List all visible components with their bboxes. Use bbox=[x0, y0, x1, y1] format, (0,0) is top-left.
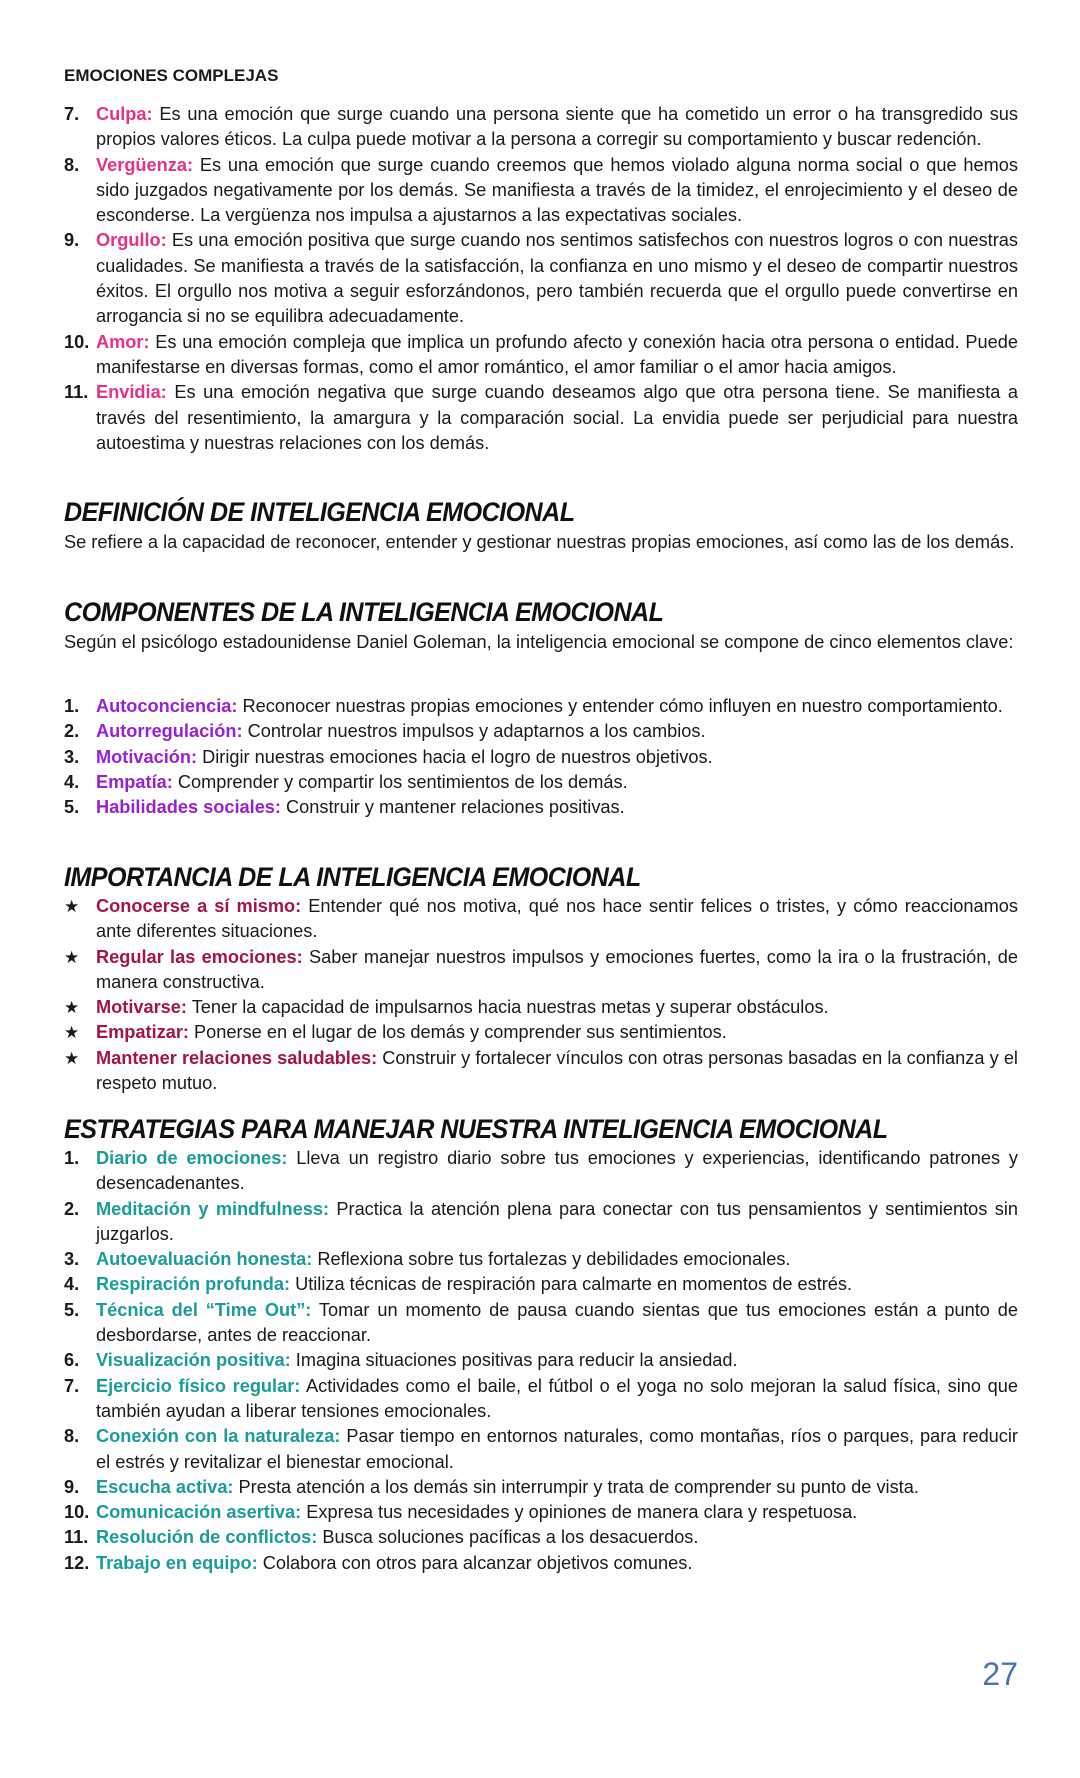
list-item bbox=[64, 1197, 1018, 1248]
item-term: Respiración profunda: bbox=[96, 1274, 291, 1295]
definition-heading: DEFINICIÓN DE INTELIGENCIA EMOCIONAL bbox=[64, 497, 575, 527]
item-term: Técnica del “Time Out”: bbox=[96, 1299, 312, 1320]
item-number: 5. bbox=[64, 1299, 80, 1320]
item-term: Conocerse a sí mismo: bbox=[96, 896, 302, 916]
importance-heading: IMPORTANCIA DE LA INTELIGENCIA EMOCIONAL bbox=[64, 862, 641, 892]
list-item bbox=[64, 330, 1018, 381]
item-number: 2. bbox=[64, 1198, 80, 1219]
item-description: Es una emoción compleja que implica un profundo afecto y conexión hacia otra persona o entidad. Puede manifestarse en diversas formas, como el amor romántico, el amor familiar o el amor hacia amigos. bbox=[96, 331, 1018, 377]
item-term: Autoevaluación honesta: bbox=[96, 1249, 313, 1270]
star-bullet-icon: ★ bbox=[64, 947, 80, 967]
item-term: Orgullo: bbox=[96, 230, 167, 251]
item-description: Es una emoción negativa que surge cuando deseamos algo que otra persona tiene. Se manifiesta a través del resentimiento, la amargura y la comparación social. La envidia puede ser perjudicial para nuestra autoestima y nuestras relaciones con los demás. bbox=[96, 382, 1018, 453]
item-description: Saber manejar nuestros impulsos y emociones fuertes, como la ira o la frustración, de manera constructiva. bbox=[96, 946, 1018, 992]
list-item bbox=[64, 894, 1018, 945]
list-item bbox=[64, 1298, 1018, 1349]
section-title-complex-emotions: EMOCIONES COMPLEJAS bbox=[64, 66, 279, 85]
item-number: 9. bbox=[64, 230, 80, 251]
components-heading: COMPONENTES DE LA INTELIGENCIA EMOCIONAL bbox=[64, 597, 664, 627]
item-description: Ponerse en el lugar de los demás y comprender sus sentimientos. bbox=[188, 1022, 727, 1043]
item-description: Dirigir nuestras emociones hacia el logro de nuestros objetivos. bbox=[197, 746, 713, 767]
list-item bbox=[64, 102, 1018, 153]
item-term: Empatía: bbox=[96, 771, 173, 792]
star-bullet-icon: ★ bbox=[64, 998, 80, 1018]
list-item bbox=[64, 1348, 1018, 1373]
item-term: Autoconciencia: bbox=[96, 696, 238, 716]
item-description: Practica la atención plena para conectar con tus pensamientos y sentimientos sin juzgarlos. bbox=[96, 1198, 1018, 1244]
item-description: Es una emoción positiva que surge cuando nos sentimos satisfechos con nuestros logros o con nuestras cualidades. Se manifiesta a través de la satisfacción, la confianza en uno mismo y el deseo de compartir nuestros éxitos. El orgullo nos motiva a seguir esforzándonos, pero también recuerda que el orgullo puede convertirse en arrogancia si no se equilibra adecuadamente. bbox=[96, 230, 1018, 327]
item-number: 12. bbox=[64, 1552, 90, 1573]
item-description: Lleva un registro diario sobre tus emociones y experiencias, identificando patrones y desencadenantes. bbox=[96, 1148, 1018, 1194]
list-item bbox=[64, 1247, 1018, 1272]
item-term: Escucha activa: bbox=[96, 1476, 234, 1497]
list-item bbox=[64, 945, 1018, 996]
star-bullet-icon: ★ bbox=[64, 1048, 80, 1068]
item-number: 7. bbox=[64, 1375, 80, 1396]
item-number: 4. bbox=[64, 771, 80, 792]
item-description: Comprender y compartir los sentimientos de los demás. bbox=[172, 771, 628, 792]
item-number: 10. bbox=[64, 331, 90, 352]
list-item bbox=[64, 1046, 1018, 1097]
item-description: Reflexiona sobre tus fortalezas y debilidades emocionales. bbox=[312, 1249, 791, 1270]
item-description: Busca soluciones pacíficas a los desacuerdos. bbox=[317, 1527, 699, 1548]
components-list bbox=[64, 694, 1018, 820]
item-term: Amor: bbox=[96, 331, 150, 352]
item-term: Empatizar: bbox=[96, 1022, 189, 1043]
strategies-heading: ESTRATEGIAS PARA MANEJAR NUESTRA INTELIGENCIA EMOCIONAL bbox=[64, 1114, 888, 1144]
list-item bbox=[64, 153, 1018, 229]
item-term: Motivarse: bbox=[96, 997, 187, 1018]
item-term: Conexión con la naturaleza: bbox=[96, 1426, 341, 1447]
item-description: Tomar un momento de pausa cuando sientas que tus emociones están a punto de desbordarse, antes de reaccionar. bbox=[96, 1299, 1018, 1346]
complex-emotions-list bbox=[64, 102, 1018, 456]
item-term: Diario de emociones: bbox=[96, 1148, 288, 1168]
item-number: 11. bbox=[64, 1527, 89, 1548]
item-description: Pasar tiempo en entornos naturales, como montañas, ríos o parques, para reducir el estrés y revitalizar el bienestar emocional. bbox=[96, 1426, 1018, 1472]
item-description: Es una emoción que surge cuando una persona siente que ha cometido un error o ha transgredido sus propios valores éticos. La culpa puede motivar a la persona a corregir su comportamiento y buscar redención. bbox=[96, 104, 1018, 150]
list-item bbox=[64, 1500, 1018, 1525]
item-description: Construir y fortalecer vínculos con otras personas basadas en la confianza y el respeto mutuo. bbox=[96, 1047, 1018, 1094]
strategies-list bbox=[64, 1146, 1018, 1576]
item-term: Meditación y mindfulness: bbox=[96, 1198, 330, 1219]
item-number: 8. bbox=[64, 1426, 80, 1447]
item-description: Controlar nuestros impulsos y adaptarnos a los cambios. bbox=[242, 721, 706, 742]
list-item bbox=[64, 1272, 1018, 1297]
item-term: Vergüenza: bbox=[96, 154, 194, 175]
item-number: 1. bbox=[64, 1148, 80, 1168]
item-term: Comunicación asertiva: bbox=[96, 1502, 302, 1523]
list-item bbox=[64, 228, 1018, 329]
item-description: Reconocer nuestras propias emociones y entender cómo influyen en nuestro comportamiento. bbox=[237, 696, 1003, 716]
importance-list bbox=[64, 894, 1018, 1096]
item-number: 10. bbox=[64, 1502, 90, 1523]
item-term: Resolución de conflictos: bbox=[96, 1527, 318, 1548]
item-description: Utiliza técnicas de respiración para calmarte en momentos de estrés. bbox=[290, 1274, 853, 1295]
item-number: 11. bbox=[64, 382, 89, 403]
list-item bbox=[64, 380, 1018, 456]
definition-text: Se refiere a la capacidad de reconocer, entender y gestionar nuestras propias emociones, así como las de los demás. bbox=[64, 532, 1015, 552]
list-item bbox=[64, 1551, 1018, 1576]
list-item bbox=[64, 745, 1018, 770]
list-item bbox=[64, 770, 1018, 795]
list-item bbox=[64, 1374, 1018, 1425]
list-item bbox=[64, 995, 1018, 1020]
item-term: Ejercicio físico regular: bbox=[96, 1375, 301, 1396]
item-description: Es una emoción que surge cuando creemos que hemos violado alguna norma social o que hemos sido juzgados negativamente por los demás. Se manifiesta a través de la timidez, el enrojecimiento y el deseo de esconderse. La vergüenza nos impulsa a ajustarnos a las expectativas sociales. bbox=[96, 154, 1018, 226]
list-item bbox=[64, 1020, 1018, 1045]
item-term: Trabajo en equipo: bbox=[96, 1552, 258, 1573]
item-description: Construir y mantener relaciones positivas. bbox=[280, 797, 625, 818]
star-bullet-icon: ★ bbox=[64, 897, 80, 916]
item-description: Colabora con otros para alcanzar objetivos comunes. bbox=[257, 1552, 693, 1573]
page-number: 27 bbox=[982, 1656, 1018, 1692]
item-term: Habilidades sociales: bbox=[96, 797, 281, 818]
item-term: Envidia: bbox=[96, 382, 167, 403]
item-description: Tener la capacidad de impulsarnos hacia nuestras metas y superar obstáculos. bbox=[186, 997, 829, 1018]
item-description: Actividades como el baile, el fútbol o el yoga no solo mejoran la salud física, sino que también ayudan a liberar tensiones emocionales. bbox=[96, 1375, 1018, 1421]
list-item bbox=[64, 1424, 1018, 1475]
item-description: Imagina situaciones positivas para reducir la ansiedad. bbox=[290, 1350, 738, 1371]
components-intro: Según el psicólogo estadounidense Daniel Goleman, la inteligencia emocional se compone de cinco elementos clave: bbox=[64, 632, 1014, 652]
item-description: Entender qué nos motiva, qué nos hace sentir felices o tristes, y cómo reaccionamos ante diferentes situaciones. bbox=[96, 896, 1018, 942]
item-term: Autorregulación: bbox=[96, 721, 243, 742]
list-item bbox=[64, 719, 1018, 744]
list-item bbox=[64, 1146, 1018, 1197]
item-number: 4. bbox=[64, 1274, 80, 1295]
item-number: 1. bbox=[64, 696, 80, 716]
item-term: Regular las emociones: bbox=[96, 946, 303, 967]
item-number: 7. bbox=[64, 104, 80, 124]
list-item bbox=[64, 1525, 1018, 1550]
list-item bbox=[64, 795, 1018, 820]
item-term: Visualización positiva: bbox=[96, 1350, 291, 1371]
item-description: Presta atención a los demás sin interrumpir y trata de comprender su punto de vista. bbox=[233, 1476, 919, 1497]
item-description: Expresa tus necesidades y opiniones de manera clara y respetuosa. bbox=[301, 1502, 858, 1523]
list-item bbox=[64, 694, 1018, 719]
item-number: 2. bbox=[64, 721, 80, 742]
item-term: Mantener relaciones saludables: bbox=[96, 1047, 378, 1068]
item-term: Motivación: bbox=[96, 746, 198, 767]
item-number: 5. bbox=[64, 797, 80, 818]
item-term: Culpa: bbox=[96, 104, 153, 124]
item-number: 8. bbox=[64, 154, 80, 175]
item-number: 6. bbox=[64, 1350, 80, 1371]
item-number: 3. bbox=[64, 1249, 80, 1270]
star-bullet-icon: ★ bbox=[64, 1023, 80, 1043]
list-item bbox=[64, 1475, 1018, 1500]
item-number: 3. bbox=[64, 746, 80, 767]
item-number: 9. bbox=[64, 1476, 80, 1497]
